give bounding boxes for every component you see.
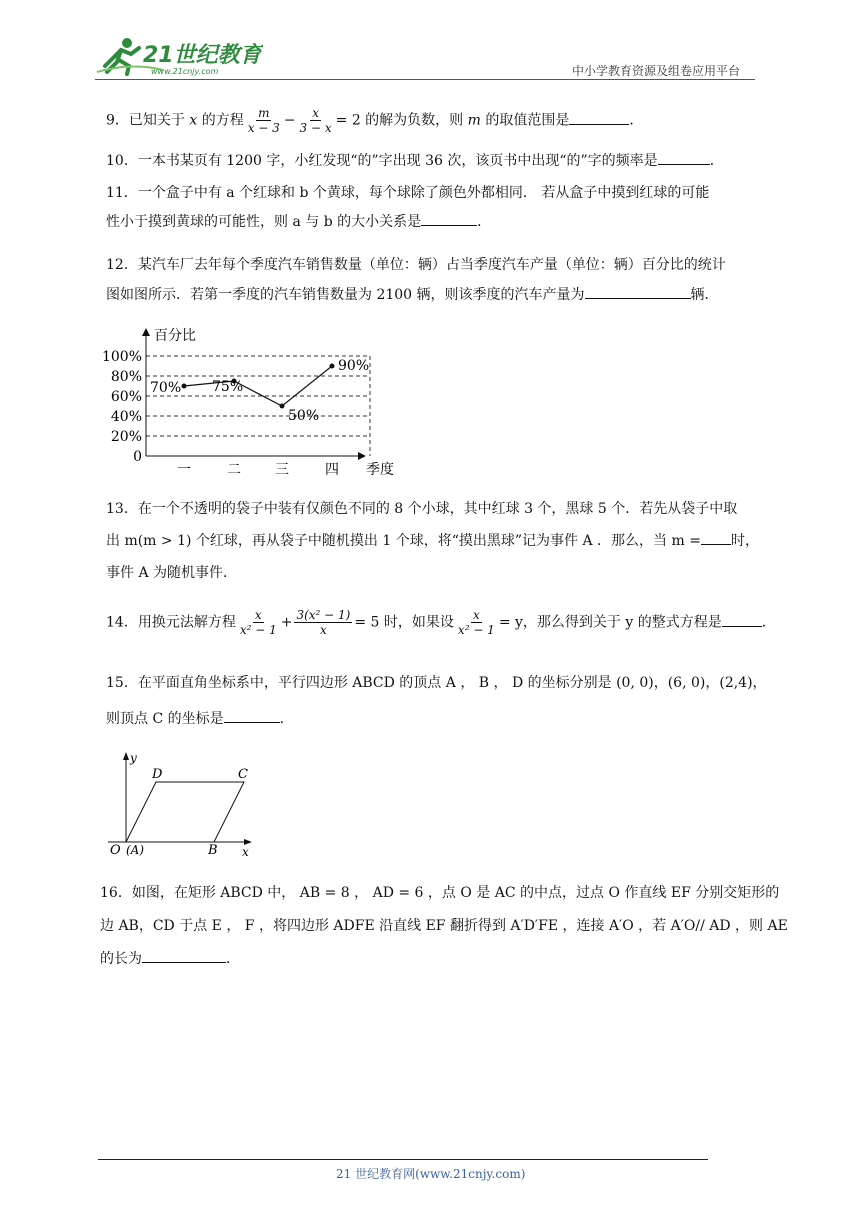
fraction-m: $\frac{m}{x - 3}$ xyxy=(247,106,280,135)
parallelogram-abcd xyxy=(126,782,244,842)
answer-blank[interactable] xyxy=(701,530,731,545)
question-9: 9．已知关于 x 的方程 $\frac{m}{x - 3}$ − $\frac{x}{3 - x}$ = 2 的解为负数，则 m 的取值范围是 ． xyxy=(106,106,644,135)
label-o: O xyxy=(110,843,121,858)
answer-blank[interactable] xyxy=(569,110,629,125)
question-13: 13．在一个不透明的袋子中装有仅颜色不同的 8 个小球，其中红球 3 个，黑球 5 个．若先从袋子中取 出 m(m > 1) 个红球，再从袋子中随机摸出 1 个球，将“摸出黑球”记为事件 A ．那么，当 m = 时， 事件 A 为随机事件． xyxy=(106,501,759,581)
label-d: D xyxy=(152,767,163,782)
answer-blank[interactable] xyxy=(722,612,762,627)
site-name: 中小学教育资源及组卷应用平台 xyxy=(572,64,741,78)
footer-text: 21 世纪教育网(www.21cnjy.com) xyxy=(336,1167,526,1181)
y-tick-label: 80% xyxy=(110,369,142,385)
data-point xyxy=(182,384,187,389)
label-c: C xyxy=(238,767,248,782)
question-15: 15．在平面直角坐标系中，平行四边形 ABCD 的顶点 A ， B ， D 的坐标分别是 (0, 0)，(6, 0)，(2,4)， 则顶点 C 的坐标是 ． xyxy=(106,675,767,727)
fraction-3: $\frac{x}{\text{x² − 1}}$ xyxy=(457,608,495,637)
y-axis-label: 百分比 xyxy=(154,328,196,344)
logo-text: 21世纪教育 xyxy=(143,43,262,68)
answer-blank[interactable] xyxy=(224,708,280,723)
question-11: 11．一个盒子中有 a 个红球和 b 个黄球，每个球除了颜色外都相同． 若从盒子中摸到红球的可能 性小于摸到黄球的可能性，则 a 与 b 的大小关系是 ． xyxy=(106,185,710,230)
y-tick-label: 40% xyxy=(110,409,142,425)
answer-blank[interactable] xyxy=(585,284,691,299)
data-point xyxy=(280,404,285,409)
fraction-x: $\frac{x}{3 - x}$ xyxy=(299,106,332,135)
x-axis-arrow-icon xyxy=(358,452,366,460)
x-tick-label: 四 xyxy=(325,462,339,478)
x-tick-label: 三 xyxy=(275,462,289,478)
question-12: 12．某汽车厂去年每个季度汽车销售数量（单位：辆）占当季度汽车产量（单位：辆）百分比的统计 图如图所示．若第一季度的汽车销售数量为 2100 辆，则该季度的汽车产量为 辆． xyxy=(106,257,726,303)
question-10: 10．一本书某页有 1200 字，小红发现“的”字出现 36 次，该页书中出现“的”字的频率是 ． xyxy=(106,150,724,172)
question-16: 16．如图，在矩形 ABCD 中， AB = 8 ， AD = 6 ，点 O 是 AC 的中点，过点 O 作直线 EF 分别交矩形的 边 AB，CD 于点 E ， F ，将四边形 ADFE 沿直线 EF 翻折得到 A′D′FE ，连接 A′O ，若 A′O// AD ，则 AE 的长为 ． xyxy=(100,885,788,967)
answer-blank[interactable] xyxy=(658,150,710,165)
fraction-1: $\frac{x}{\text{x² − 1}}$ xyxy=(239,608,277,637)
logo-url: www.21cnjy.com xyxy=(151,67,219,76)
label-x: x xyxy=(242,845,249,859)
data-point xyxy=(330,364,335,369)
y-tick-label: 0 xyxy=(133,449,142,465)
x-tick-label: 一 xyxy=(177,462,191,478)
answer-blank[interactable] xyxy=(421,211,477,226)
data-label: 90% xyxy=(338,358,370,374)
label-y: y xyxy=(130,751,137,765)
chart-grid xyxy=(146,356,370,456)
y-axis-arrow-icon xyxy=(123,752,129,760)
data-label: 75% xyxy=(212,379,244,395)
site-logo xyxy=(93,36,263,78)
percent-line-chart xyxy=(100,322,410,482)
label-b: B xyxy=(208,843,218,858)
y-axis-arrow-icon xyxy=(142,328,150,336)
fraction-2: $\frac{\text{3(x² − 1)}}{x}$ xyxy=(296,608,351,637)
x-tick-label: 二 xyxy=(227,462,241,478)
data-label: 70% xyxy=(150,380,182,396)
series-line xyxy=(184,366,332,406)
y-tick-label: 100% xyxy=(101,349,142,365)
question-14: 14．用换元法解方程 $\frac{x}{\text{x² − 1}}$ + $\frac{\text{3(x² − 1)}}{x}$ = 5 时，如果设 $\frac{x}{\text{x² − 1}}$ = y，那么得到关于 y 的整式方程是 ． xyxy=(106,608,776,637)
header-divider xyxy=(95,79,755,80)
data-label: 50% xyxy=(288,408,320,424)
parallelogram-figure xyxy=(104,748,264,864)
x-axis-label: 季度 xyxy=(366,462,394,478)
label-a: (A) xyxy=(126,843,145,857)
y-tick-label: 20% xyxy=(110,429,142,445)
footer-divider xyxy=(98,1159,708,1160)
y-tick-label: 60% xyxy=(110,389,142,405)
answer-blank[interactable] xyxy=(142,948,226,963)
